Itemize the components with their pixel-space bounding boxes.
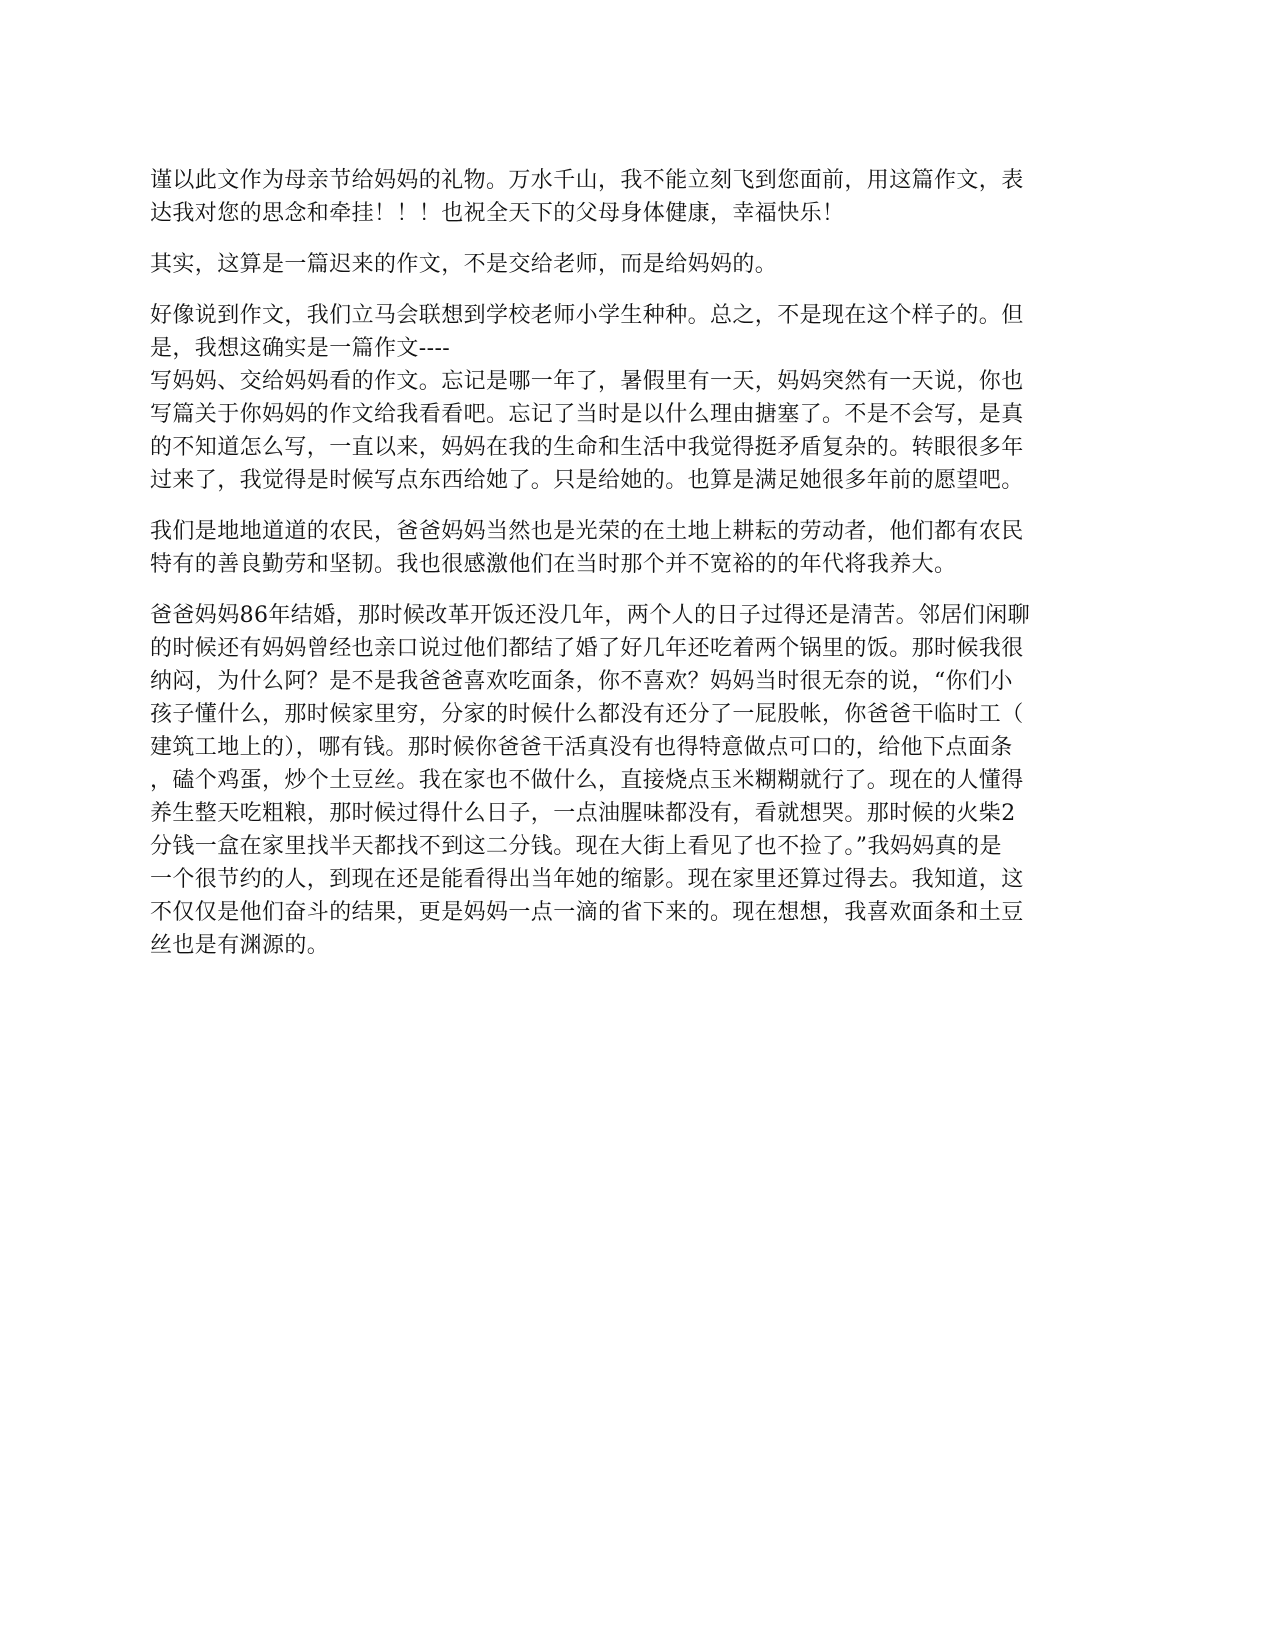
paragraph-1 [150,164,1124,230]
text-line: 爸爸妈妈86年结婚，那时候改革开饭还没几年，两个人的日子过得还是清苦。邻居们闲聊 [150,603,1030,628]
text-line: 谨以此文作为母亲节给妈妈的礼物。万水千山，我不能立刻飞到您面前，用这篇作文，表 [150,168,1024,193]
text-line: 一个很节约的人，到现在还是能看得出当年她的缩影。现在家里还算过得去。我知道，这 [150,867,1024,892]
text-line: 过来了，我觉得是时候写点东西给她了。只是给她的。也算是满足她很多年前的愿望吧。 [150,468,1024,493]
text-line: 分钱一盒在家里找半天都找不到这二分钱。现在大街上看见了也不捡了。”我妈妈真的是 [150,834,1002,859]
text-line: 的时候还有妈妈曾经也亲口说过他们都结了婚了好几年还吃着两个锅里的饭。那时候我很 [150,636,1024,661]
text-line: 我们是地地道道的农民，爸爸妈妈当然也是光荣的在土地上耕耘的劳动者，他们都有农民 [150,519,1024,544]
paragraph-4 [150,515,1124,581]
text-line: 建筑工地上的），哪有钱。那时候你爸爸干活真没有也得特意做点可口的，给他下点面条 [150,735,1013,760]
text-line: 是，我想这确实是一篇作文---- [150,336,451,361]
text-line: 纳闷，为什么阿？是不是我爸爸喜欢吃面条，你不喜欢？妈妈当时很无奈的说，“你们小 [150,669,1013,694]
text-line: 好像说到作文，我们立马会联想到学校老师小学生种种。总之，不是现在这个样子的。但 [150,303,1024,328]
paragraph-2 [150,248,1124,281]
text-line: 写篇关于你妈妈的作文给我看看吧。忘记了当时是以什么理由搪塞了。不是不会写，是真 [150,402,1024,427]
text-line: 其实，这算是一篇迟来的作文，不是交给老师，而是给妈妈的。 [150,252,778,277]
text-line: ，磕个鸡蛋，炒个土豆丝。我在家也不做什么，直接烧点玉米糊糊就行了。现在的人懂得 [150,768,1024,793]
text-line: 丝也是有渊源的。 [150,933,330,958]
text-line: 不仅仅是他们奋斗的结果，更是妈妈一点一滴的省下来的。现在想想，我喜欢面条和土豆 [150,900,1024,925]
text-line: 的不知道怎么写，一直以来，妈妈在我的生命和生活中我觉得挺矛盾复杂的。转眼很多年 [150,435,1024,460]
document-body [150,164,1124,980]
text-line: 写妈妈、交给妈妈看的作文。忘记是哪一年了，暑假里有一天，妈妈突然有一天说，你也 [150,369,1024,394]
text-line: 孩子懂什么，那时候家里穷，分家的时候什么都没有还分了一屁股帐，你爸爸干临时工（ [150,702,1024,727]
paragraph-3 [150,299,1124,497]
text-line: 特有的善良勤劳和坚韧。我也很感激他们在当时那个并不宽裕的的年代将我养大。 [150,552,957,577]
paragraph-5 [150,599,1124,962]
text-line: 达我对您的思念和牵挂！！！也祝全天下的父母身体健康，幸福快乐！ [150,201,845,226]
text-line: 养生整天吃粗粮，那时候过得什么日子，一点油腥味都没有，看就想哭。那时候的火柴2 [150,801,1016,826]
